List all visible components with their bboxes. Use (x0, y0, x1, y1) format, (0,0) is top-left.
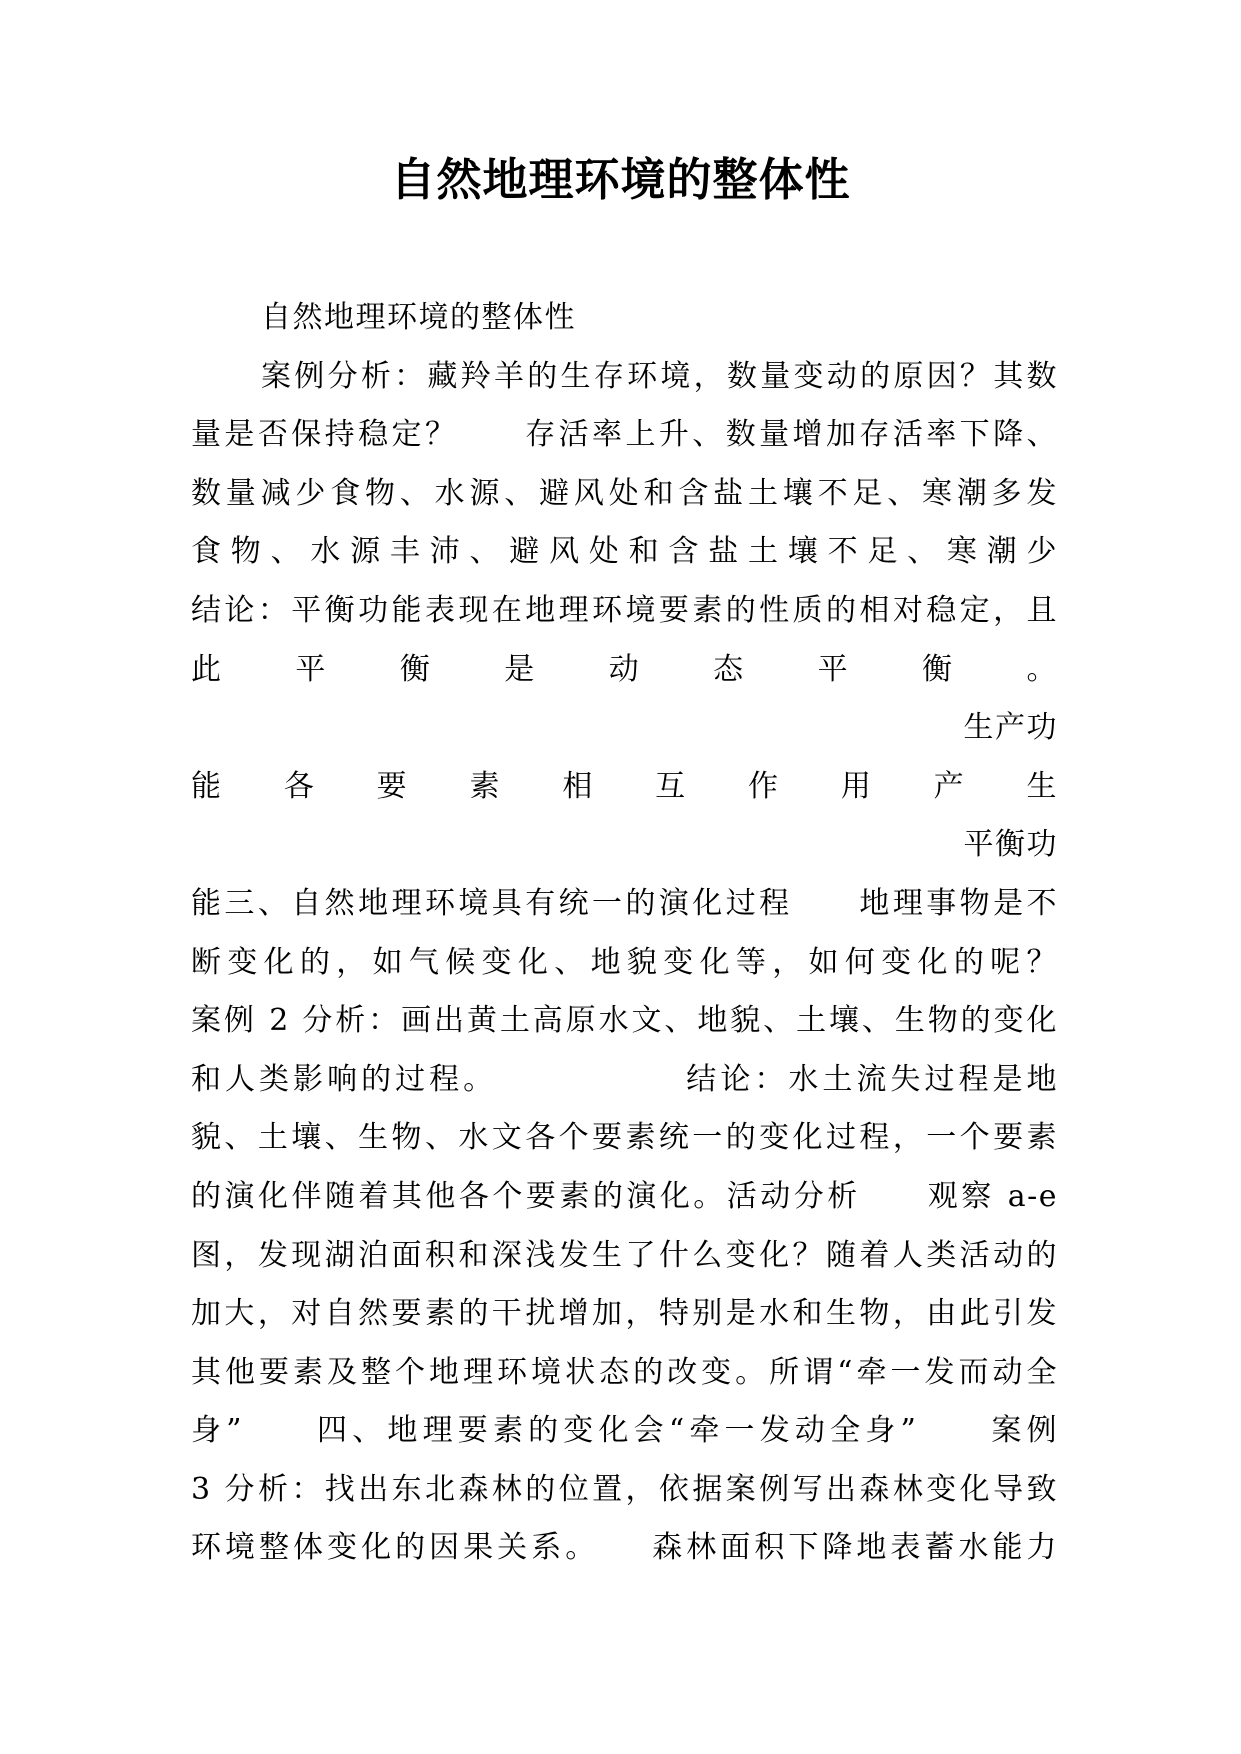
text-line: 加大，对自然要素的干扰增加，特别是水和生物，由此引发 (191, 1296, 1058, 1332)
text-line: 数量减少食物、水源、避风处和含盐土壤不足、寒潮多发 (191, 475, 1058, 511)
text-line: 图，发现湖泊面积和深浅发生了什么变化？随着人类活动的 (191, 1237, 1058, 1273)
text-line: 貌、土壤、生物、水文各个要素统一的变化过程，一个要素 (191, 1120, 1058, 1156)
document-title: 自然地理环境的整体性 (390, 153, 851, 206)
text-line: 案例分析：藏羚羊的生存环境，数量变动的原因？其数 (261, 358, 1058, 394)
text-line: 生产功 (963, 710, 1058, 746)
text-line: 平衡功 (963, 827, 1058, 863)
document-body (191, 289, 1058, 1578)
text-line: 3 分析：找出东北森林的位置，依据案例写出森林变化导致 (191, 1471, 1058, 1507)
text-line: 其他要素及整个地理环境状态的改变。所谓“牵一发而动全 (191, 1354, 1058, 1390)
text-line: 食物、水源丰沛、避风处和含盐土壤不足、寒潮少 (191, 534, 1058, 570)
text-line: 能各要素相互作用产生 (191, 768, 1058, 804)
text-line: 的演化伴随着其他各个要素的演化。活动分析 观察 a-e (191, 1178, 1058, 1214)
text-line: 自然地理环境的整体性 (261, 300, 576, 335)
text-line: 环境整体变化的因果关系。 森林面积下降地表蓄水能力 (191, 1530, 1058, 1566)
text-line: 身” 四、地理要素的变化会“牵一发动全身” 案例 (191, 1413, 1058, 1449)
text-line: 案例 2 分析：画出黄土高原水文、地貌、土壤、生物的变化 (191, 1003, 1058, 1039)
text-line: 和人类影响的过程。 结论：水土流失过程是地 (191, 1061, 1058, 1097)
text-line: 能三、自然地理环境具有统一的演化过程 地理事物是不 (191, 885, 1058, 921)
text-line: 量是否保持稳定？ 存活率上升、数量增加存活率下降、 (191, 417, 1058, 453)
text-line: 结论：平衡功能表现在地理环境要素的性质的相对稳定，且 (191, 592, 1058, 628)
text-line: 此平衡是动态平衡。 (191, 651, 1058, 687)
text-line: 断变化的，如气候变化、地貌变化等，如何变化的呢？ (191, 944, 1058, 980)
